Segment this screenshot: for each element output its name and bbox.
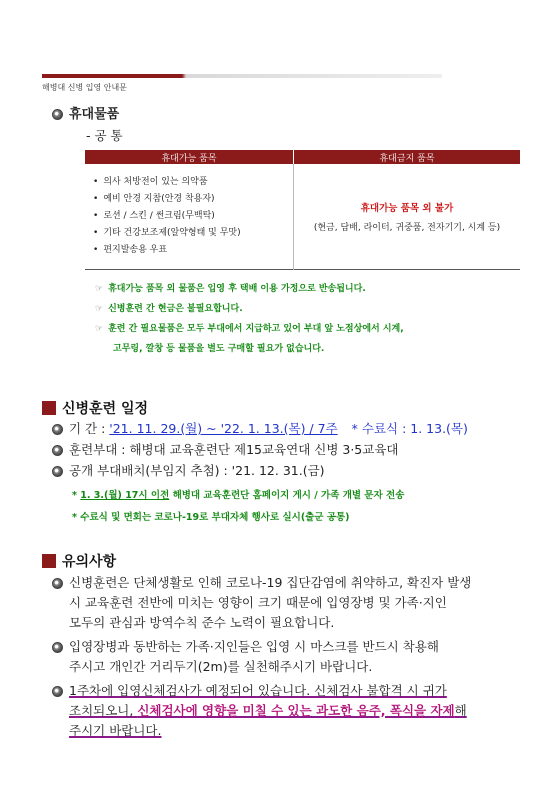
header-bar bbox=[42, 74, 442, 78]
common-subheading: - 공 통 bbox=[86, 128, 123, 143]
allowed-items-cell bbox=[85, 164, 294, 270]
training-period: 기 간 : '21. 11. 29.(월) ~ '22. 1. 13.(목) / 7주 * 수료식 : 1. 13.(목) bbox=[52, 421, 468, 437]
placement-note: * 1. 3.(월) 17시 이전 해병대 교육훈련단 홈페이지 게시 / 가족 개별 문자 전송 bbox=[72, 490, 405, 501]
note-line: ☞ 휴대가능 품목 외 물품은 입영 후 택배 이용 가정으로 반송됩니다. bbox=[95, 284, 366, 294]
unit-placement: 공개 부대배치(부임지 추첨) : '21. 12. 31.(금) bbox=[52, 463, 325, 479]
note-line-continued: 고무링, 깔창 등 물품을 별도 구매할 필요가 없습니다. bbox=[113, 344, 325, 354]
carry-items-table bbox=[85, 150, 520, 270]
square-bullet-icon bbox=[42, 401, 56, 415]
list-item: • 예비 안경 지참(안경 착용자) bbox=[93, 191, 293, 208]
header-title: 해병대 신병 입영 안내문 bbox=[42, 83, 127, 92]
list-item: • 편지발송용 우표 bbox=[93, 242, 293, 259]
carry-items-heading: 휴대물품 bbox=[52, 107, 119, 123]
caution-paragraph-2: 입영장병과 동반하는 가족·지인들은 입영 시 마스크를 반드시 착용해 주시고 개인간 거리두기(2m)를 실천해주시기 바랍니다. bbox=[52, 637, 532, 677]
circle-bullet-icon bbox=[52, 642, 63, 653]
pointing-hand-icon: ☞ bbox=[95, 324, 104, 334]
forbidden-detail: (현금, 담배, 라이터, 귀중품, 전자기기, 시계 등) bbox=[313, 223, 501, 233]
cautions-heading: 유의사항 bbox=[42, 551, 116, 571]
circle-bullet-icon bbox=[52, 466, 63, 477]
forbidden-items-cell bbox=[294, 164, 521, 270]
list-item: • 의사 처방전이 있는 의약품 bbox=[93, 174, 293, 191]
note-line: ☞ 훈련 간 필요물품은 모두 부대에서 지급하고 있어 부대 앞 노점상에서 시계, bbox=[95, 324, 404, 334]
caution-paragraph-1: 신병훈련은 단체생활로 인해 코로나-19 집단감염에 취약하고, 확진자 발생 시 교육훈련 전반에 미치는 영향이 크기 때문에 입영장병 및 가족·지인 모두의 관심과 방역수칙 준수 노력이 필요합니다. bbox=[52, 573, 532, 633]
forbidden-main: 휴대가능 품목 외 불가 bbox=[360, 203, 454, 214]
circle-bullet-icon bbox=[52, 445, 63, 456]
note-line: ☞ 신병훈련 간 현금은 불필요합니다. bbox=[95, 304, 243, 314]
page-header bbox=[42, 74, 442, 93]
square-bullet-icon bbox=[42, 554, 56, 568]
list-item: • 로션 / 스킨 / 썬크림(무백탁) bbox=[93, 208, 293, 225]
schedule-heading: 신병훈련 일정 bbox=[42, 398, 148, 418]
circle-bullet-icon bbox=[52, 109, 63, 120]
ceremony-note: * 수료식 및 면회는 코로나-19로 부대자체 행사로 실시(출군 공통) bbox=[72, 512, 350, 523]
pointing-hand-icon: ☞ bbox=[95, 284, 104, 294]
circle-bullet-icon bbox=[52, 424, 63, 435]
allowed-column-header: 휴대가능 품목 bbox=[85, 150, 294, 164]
caution-paragraph-3: 1주차에 입영신체검사가 예정되어 있습니다. 신체검사 불합격 시 귀가 조치되오니, 신체검사에 영향을 미칠 수 있는 과도한 음주, 폭식을 자제해 주시기 바랍니다. bbox=[52, 681, 532, 741]
list-item: • 기타 건강보조제(알약형태 및 무맛) bbox=[93, 225, 293, 242]
forbidden-column-header: 휴대금지 품목 bbox=[294, 150, 521, 164]
pointing-hand-icon: ☞ bbox=[95, 304, 104, 314]
training-unit: 훈련부대 : 해병대 교육훈련단 제15교육연대 신병 3·5교육대 bbox=[52, 442, 399, 458]
circle-bullet-icon bbox=[52, 578, 63, 589]
circle-bullet-icon bbox=[52, 686, 63, 697]
